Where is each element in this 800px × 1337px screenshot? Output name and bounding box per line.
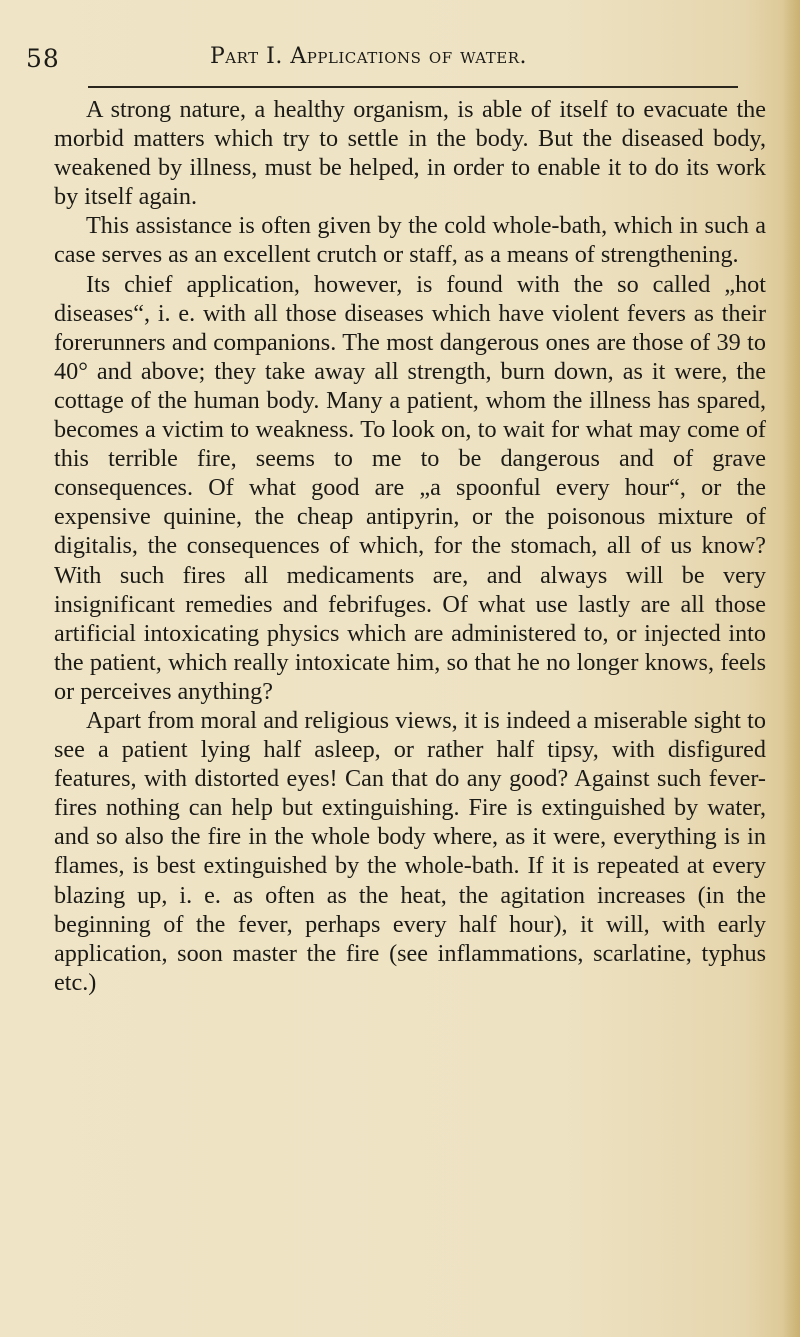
paragraph: Its chief application, however, is found with the so called „hot diseases“, i. e. with all those diseases which have violent fevers as their forerunners and companions. The most dangerous ones are those of 39 to 40° and above; they take away all strength, burn down, as it were, the cottage of the human body. Many a patient, whom the illness has spared, becomes a victim to weakness. To look on, to wait for what may come of this terrible fire, seems to me to be dangerous and of grave consequences. Of what good are „a spoonful every hour“, or the expensive quinine, the cheap antipyrin, or the poisonous mixture of digitalis, the consequences of which, for the stomach, all of us know? With such fires all medicaments are, and always will be very insignificant remedies and febrifuges. Of what use lastly are all those artificial intoxicating physics which are administered to, or injected into the patient, which really intoxicate him, so that he no longer knows, feels or perceives anything?	[54, 270, 766, 705]
paragraph: This assistance is often given by the cold whole-bath, which in such a case serves as an excellent crutch or staff, as a means of strengthening.	[54, 212, 766, 269]
body-text	[54, 95, 766, 997]
paragraph: Apart from moral and religious views, it is indeed a miserable sight to see a patient lying half asleep, or rather half tipsy, with disfigured features, with distorted eyes! Can that do any good? Against such fever-fires nothing can help but extinguishing. Fire is extinguished by water, and so also the fire in the whole body where, as it were, everything is in flames, is best extinguished by the whole-bath. If it is repeated at every blazing up, i. e. as often as the heat, the agitation increases (in the beginning of the fever, perhaps every half hour), it will, with early application, soon master the fire (see inflammations, scarlatine, typhus etc.)	[54, 706, 766, 996]
running-head: Part I. Applications of water.	[210, 44, 528, 69]
header-rule	[88, 86, 738, 88]
page-edge-shadow	[782, 0, 800, 1337]
paragraph: A strong nature, a healthy organism, is able of itself to evacuate the morbid matters which try to settle in the body. But the diseased body, weakened by illness, must be helped, in order to enable it to do its work by itself again.	[54, 96, 766, 211]
page-header	[26, 44, 770, 80]
page-number: 58	[26, 44, 60, 73]
